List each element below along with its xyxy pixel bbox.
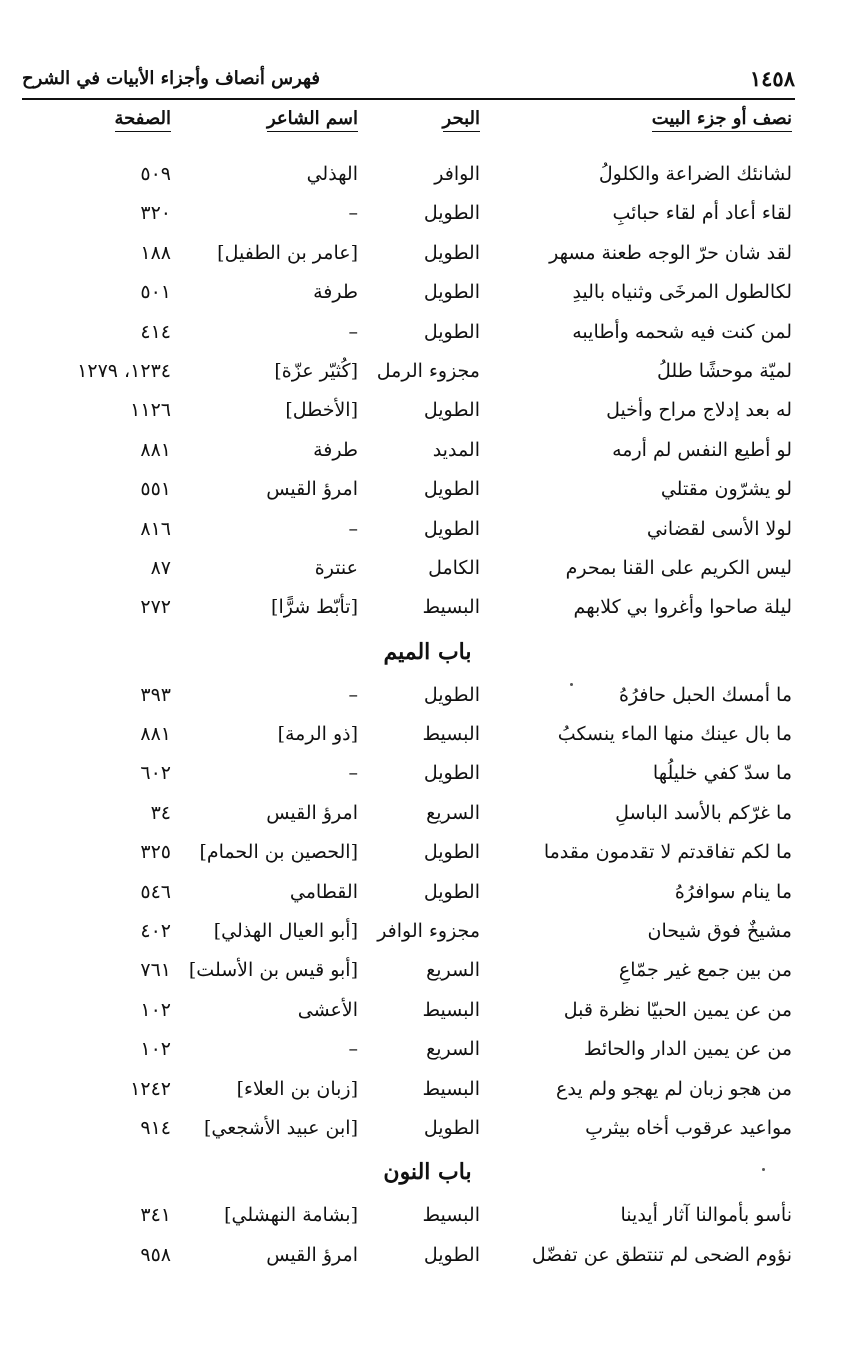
page-reference: ١٨٨ (140, 241, 171, 264)
page-reference: ١٠٢ (140, 998, 171, 1021)
verse-text: ما غرّكم بالأسد الباسلِ (615, 801, 792, 824)
section-title: باب النون (383, 1159, 472, 1186)
poet-name: امرؤ القيس (266, 1243, 358, 1266)
verse-text: ليس الكريم على القنا بمحرم (565, 556, 792, 579)
poet-name: طرفة (313, 438, 358, 461)
verse-text: مشيخٌ فوق شيحان (647, 920, 792, 943)
index-row (0, 591, 855, 630)
poet-name: الأعشى (297, 998, 358, 1021)
index-row (0, 757, 855, 796)
index-row (0, 197, 855, 236)
verse-text: لميّة موحشًا طللُ (656, 359, 792, 382)
section-heading (0, 1151, 855, 1199)
section-title: باب الميم (383, 638, 472, 665)
page-reference: ٦٠٢ (140, 762, 171, 785)
page-reference: ٨٧ (150, 556, 171, 579)
section-heading (0, 631, 855, 679)
poet-name: – (348, 202, 358, 225)
index-row (0, 836, 855, 875)
meter-text: الطويل (423, 320, 480, 343)
index-row (0, 158, 855, 197)
meter-text: البسيط (422, 723, 480, 746)
print-speck (762, 1168, 765, 1171)
meter-text: البسيط (422, 596, 480, 619)
index-row (0, 434, 855, 473)
page-reference: ٣٩٣ (140, 683, 171, 706)
index-row (0, 552, 855, 591)
page-reference: ٢٧٢ (140, 596, 171, 619)
page-reference: ٨١٦ (140, 517, 171, 540)
index-row (0, 394, 855, 433)
meter-text: الطويل (423, 399, 480, 422)
verse-text: لقد شان حرّ الوجه طعنة مسهر (549, 241, 792, 264)
page-reference: ٥٤٦ (140, 880, 171, 903)
verse-text: لكالطول المرخَى وثنياه باليدِ (572, 281, 792, 304)
poet-name: [ذو الرمة] (277, 723, 358, 746)
meter-text: الطويل (423, 202, 480, 225)
column-headers (0, 108, 855, 142)
verse-text: له بعد إدلاج مراح وأخيل (606, 399, 792, 422)
index-row (0, 718, 855, 757)
index-row (0, 1073, 855, 1112)
verse-text: لمن كنت فيه شحمه وأطايبه (572, 320, 792, 343)
index-row (0, 1239, 855, 1278)
poet-name: [أبو العيال الهذلي] (213, 920, 358, 943)
verse-text: لقاء أعاد أم لقاء حبائبِ (612, 202, 792, 225)
poet-name: القطامي (289, 880, 358, 903)
poet-name: الهذلي (306, 163, 358, 185)
index-row (0, 954, 855, 993)
verse-text: لولا الأسى لقضاني (646, 517, 792, 540)
page-reference: ٧٦١ (140, 959, 171, 982)
page-reference: ٩٥٨ (140, 1243, 171, 1266)
poet-name: – (348, 1038, 358, 1061)
meter-text: مجزوء الرمل (376, 359, 480, 382)
meter-text: الطويل (423, 1116, 480, 1139)
index-row (0, 473, 855, 512)
verse-text: ليلة صاحوا وأغروا بي كلابهم (573, 596, 792, 619)
page-reference: ٥٠٩ (140, 163, 171, 185)
page-reference: ٤٠٢ (140, 920, 171, 943)
poet-name: [ابن عبيد الأشجعي] (203, 1116, 358, 1139)
meter-text: السريع (426, 801, 480, 824)
meter-text: المديد (432, 438, 480, 461)
page-reference: ٥٥١ (140, 478, 171, 501)
poet-name: [بشامة النهشلي] (224, 1204, 358, 1227)
running-head (22, 58, 795, 100)
page-reference: ٩١٤ (140, 1116, 171, 1139)
verse-text: لو أطيع النفس لم أرمه (612, 438, 792, 461)
verse-text: نأسو بأموالنا آثار أيدينا (620, 1204, 792, 1227)
index-row (0, 915, 855, 954)
meter-text: الكامل (428, 556, 480, 579)
verse-text: ما لكم تفاقدتم لا تقدمون مقدما (543, 841, 792, 864)
verse-text: لشانئك الضراعة والكلولُ (598, 163, 792, 185)
meter-text: الطويل (423, 281, 480, 304)
poet-name: [أبو قيس بن الأسلت] (188, 959, 358, 982)
page-reference: ٣٢٠ (140, 202, 171, 225)
poet-name: – (348, 517, 358, 540)
meter-text: السريع (426, 1038, 480, 1061)
verse-index-list (0, 158, 855, 1278)
poet-name: امرؤ القيس (266, 478, 358, 501)
poet-name: [زبان بن العلاء] (236, 1077, 358, 1100)
page-reference: ٨٨١ (140, 438, 171, 461)
index-row (0, 994, 855, 1033)
meter-text: الطويل (423, 478, 480, 501)
meter-text: البسيط (422, 1077, 480, 1100)
poet-name: – (348, 683, 358, 706)
verse-column-header: نصف أو جزء البيت (652, 108, 792, 132)
verse-text: مواعيد عرقوب أخاه بيثربِ (585, 1116, 792, 1139)
page-reference: ١٢٤٢ (130, 1077, 171, 1100)
page-reference: ٣٤١ (140, 1204, 171, 1227)
running-title: فهرس أنصاف وأجزاء الأبيات في الشرح (22, 67, 320, 89)
page-reference: ١٢٣٤، ١٢٧٩ (77, 359, 171, 382)
page-reference: ٣٤ (150, 801, 171, 824)
index-row (0, 679, 855, 718)
verse-text: من عن يمين الدار والحائط (583, 1038, 792, 1061)
page-reference: ٤١٤ (140, 320, 171, 343)
poet-name: عنترة (314, 556, 358, 579)
meter-text: البسيط (422, 1204, 480, 1227)
print-speck (570, 683, 573, 686)
verse-text: من بين جمع غير جمّاعِ (618, 959, 792, 982)
index-row (0, 316, 855, 355)
verse-text: ما ينام سوافرُهُ (674, 880, 792, 903)
meter-text: الطويل (423, 683, 480, 706)
poet-name: [تأبّط شرًّا] (271, 596, 358, 619)
page-reference: ٣٢٥ (140, 841, 171, 864)
poet-column-header: اسم الشاعر (267, 108, 358, 132)
meter-text: الوافر (434, 163, 480, 185)
meter-text: البسيط (422, 998, 480, 1021)
meter-text: الطويل (423, 762, 480, 785)
index-row (0, 876, 855, 915)
poet-name: [الأخطل] (285, 399, 358, 422)
poet-name: [كُثيّر عزّة] (274, 359, 358, 382)
page-number: ١٤٥٨ (749, 65, 795, 91)
poet-name: [عامر بن الطفيل] (217, 241, 358, 264)
verse-text: من عن يمين الحبيّا نظرة قبل (563, 998, 792, 1021)
verse-text: ما بال عينك منها الماء ينسكبُ (557, 723, 792, 746)
index-row (0, 797, 855, 836)
verse-text: من هجو زبان لم يهجو ولم يدع (556, 1077, 792, 1100)
verse-text: لو يشرّون مقتلي (660, 478, 792, 501)
index-row (0, 1199, 855, 1238)
page-reference: ٨٨١ (140, 723, 171, 746)
page-reference: ١١٢٦ (130, 399, 171, 422)
page-reference: ٥٠١ (140, 281, 171, 304)
page-column-header: الصفحة (115, 108, 171, 132)
verse-text: نؤوم الضحى لم تنتطق عن تفضّل (531, 1243, 792, 1266)
poet-name: [الحصين بن الحمام] (199, 841, 358, 864)
meter-text: الطويل (423, 241, 480, 264)
index-row (0, 1112, 855, 1151)
poet-name: طرفة (313, 281, 358, 304)
poet-name: – (348, 320, 358, 343)
meter-column-header: البحر (443, 108, 480, 132)
meter-text: الطويل (423, 841, 480, 864)
index-row (0, 276, 855, 315)
meter-text: الطويل (423, 517, 480, 540)
index-row (0, 1033, 855, 1072)
poet-name: – (348, 762, 358, 785)
meter-text: الطويل (423, 1243, 480, 1266)
verse-text: ما سدّ كفي خليلُها (652, 762, 792, 785)
index-row (0, 355, 855, 394)
meter-text: مجزوء الوافر (377, 920, 480, 943)
verse-text: ما أمسك الحبل حافرُهُ (618, 683, 792, 706)
index-row (0, 237, 855, 276)
meter-text: السريع (426, 959, 480, 982)
meter-text: الطويل (423, 880, 480, 903)
poet-name: امرؤ القيس (266, 801, 358, 824)
index-row (0, 513, 855, 552)
page-reference: ١٠٢ (140, 1038, 171, 1061)
